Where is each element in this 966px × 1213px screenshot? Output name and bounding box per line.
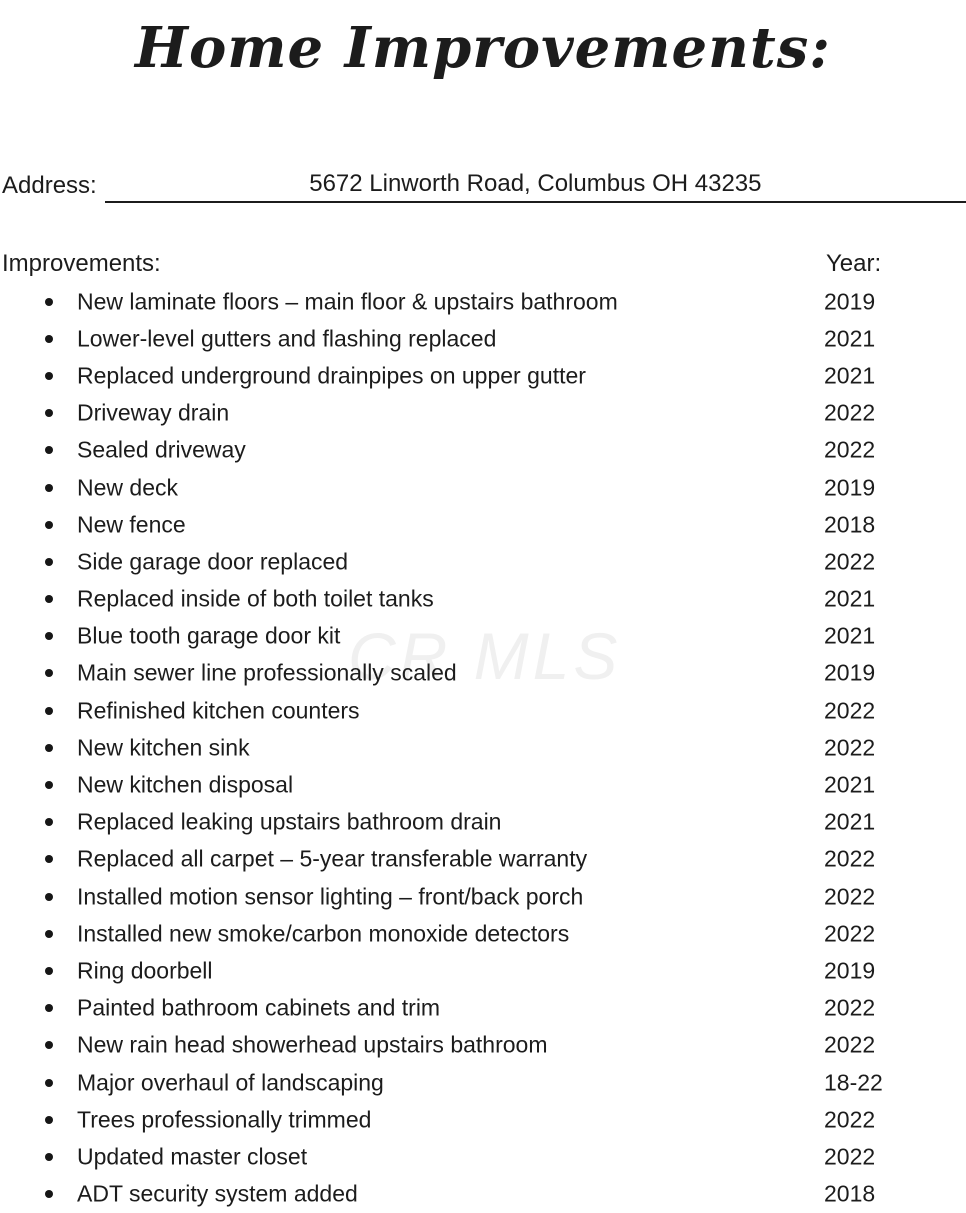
item-label: Installed motion sensor lighting – front/back porch [77, 883, 584, 910]
item-label: New rain head showerhead upstairs bathroom [77, 1031, 548, 1058]
item-year: 2021 [824, 771, 876, 798]
item-label: New kitchen disposal [77, 771, 294, 798]
year-header: Year: [826, 250, 882, 277]
bullet-icon [45, 558, 53, 566]
item-year: 2019 [824, 957, 876, 984]
item-year: 18-22 [824, 1069, 883, 1096]
item-label: Trees professionally trimmed [77, 1106, 372, 1133]
item-label: ADT security system added [77, 1180, 358, 1207]
bullet-icon [45, 1153, 53, 1161]
item-label: Lower-level gutters and flashing replaced [77, 325, 497, 352]
bullet-icon [45, 818, 53, 826]
list-item [0, 990, 966, 1027]
bullet-icon [45, 1004, 53, 1012]
list-item [0, 618, 966, 655]
address-value: 5672 Linworth Road, Columbus OH 43235 [105, 170, 966, 203]
item-year: 2021 [824, 362, 876, 389]
bullet-icon [45, 744, 53, 752]
bullet-icon [45, 855, 53, 863]
item-year: 2022 [824, 1106, 876, 1133]
list-item [0, 952, 966, 989]
item-label: Painted bathroom cabinets and trim [77, 994, 441, 1021]
bullet-icon [45, 632, 53, 640]
list-item [0, 506, 966, 543]
bullet-icon [45, 967, 53, 975]
item-label: Blue tooth garage door kit [77, 622, 341, 649]
item-label: New fence [77, 511, 186, 538]
item-year: 2022 [824, 1031, 876, 1058]
bullet-icon [45, 930, 53, 938]
item-label: Main sewer line professionally scaled [77, 659, 457, 686]
bullet-icon [45, 781, 53, 789]
item-year: 2021 [824, 808, 876, 835]
item-label: New deck [77, 474, 178, 501]
bullet-icon [45, 484, 53, 492]
item-year: 2022 [824, 994, 876, 1021]
item-label: Updated master closet [77, 1143, 308, 1170]
bullet-icon [45, 1079, 53, 1087]
bullet-icon [45, 669, 53, 677]
list-item [0, 841, 966, 878]
list-item [0, 469, 966, 506]
list-item [0, 357, 966, 394]
list-item [0, 1064, 966, 1101]
list-item [0, 915, 966, 952]
improvements-header: Improvements: [2, 250, 161, 277]
list-item [0, 692, 966, 729]
item-label: Refinished kitchen counters [77, 697, 360, 724]
bullet-icon [45, 1116, 53, 1124]
list-item [0, 729, 966, 766]
item-label: Installed new smoke/carbon monoxide detectors [77, 920, 570, 947]
page-title: Home Improvements: [135, 15, 831, 81]
item-label: Major overhaul of landscaping [77, 1069, 384, 1096]
item-year: 2018 [824, 1180, 876, 1207]
item-label: Replaced underground drainpipes on upper gutter [77, 362, 586, 389]
item-label: Replaced leaking upstairs bathroom drain [77, 808, 502, 835]
bullet-icon [45, 707, 53, 715]
item-label: New kitchen sink [77, 734, 250, 761]
item-year: 2022 [824, 548, 876, 575]
address-row [2, 170, 966, 203]
item-label: New laminate floors – main floor & upstairs bathroom [77, 288, 618, 315]
mls-watermark: CR MLS [348, 619, 622, 693]
item-year: 2022 [824, 1143, 876, 1170]
list-item [0, 320, 966, 357]
item-label: Driveway drain [77, 399, 230, 426]
item-year: 2021 [824, 325, 876, 352]
item-year: 2018 [824, 511, 876, 538]
list-item [0, 655, 966, 692]
item-label: Replaced all carpet – 5-year transferable warranty [77, 845, 588, 872]
bullet-icon [45, 335, 53, 343]
list-item [0, 1138, 966, 1175]
item-label: Side garage door replaced [77, 548, 349, 575]
list-item [0, 804, 966, 841]
improvements-list [0, 283, 966, 1213]
item-year: 2022 [824, 734, 876, 761]
list-item [0, 1176, 966, 1213]
item-year: 2019 [824, 659, 876, 686]
list-item [0, 283, 966, 320]
list-item [0, 432, 966, 469]
item-label: Ring doorbell [77, 957, 213, 984]
bullet-icon [45, 372, 53, 380]
list-item [0, 395, 966, 432]
list-item [0, 766, 966, 803]
bullet-icon [45, 409, 53, 417]
bullet-icon [45, 446, 53, 454]
bullet-icon [45, 595, 53, 603]
address-label: Address: [2, 172, 97, 199]
bullet-icon [45, 1190, 53, 1198]
item-label: Sealed driveway [77, 436, 246, 463]
bullet-icon [45, 1041, 53, 1049]
item-year: 2019 [824, 474, 876, 501]
list-item [0, 581, 966, 618]
bullet-icon [45, 298, 53, 306]
item-year: 2022 [824, 845, 876, 872]
bullet-icon [45, 893, 53, 901]
item-year: 2021 [824, 622, 876, 649]
list-item [0, 543, 966, 580]
item-year: 2022 [824, 436, 876, 463]
item-year: 2022 [824, 399, 876, 426]
bullet-icon [45, 521, 53, 529]
item-year: 2022 [824, 883, 876, 910]
item-year: 2021 [824, 585, 876, 612]
item-year: 2022 [824, 697, 876, 724]
list-header [2, 250, 966, 278]
list-item [0, 878, 966, 915]
list-item [0, 1027, 966, 1064]
item-label: Replaced inside of both toilet tanks [77, 585, 434, 612]
item-year: 2019 [824, 288, 876, 315]
list-item [0, 1101, 966, 1138]
item-year: 2022 [824, 920, 876, 947]
